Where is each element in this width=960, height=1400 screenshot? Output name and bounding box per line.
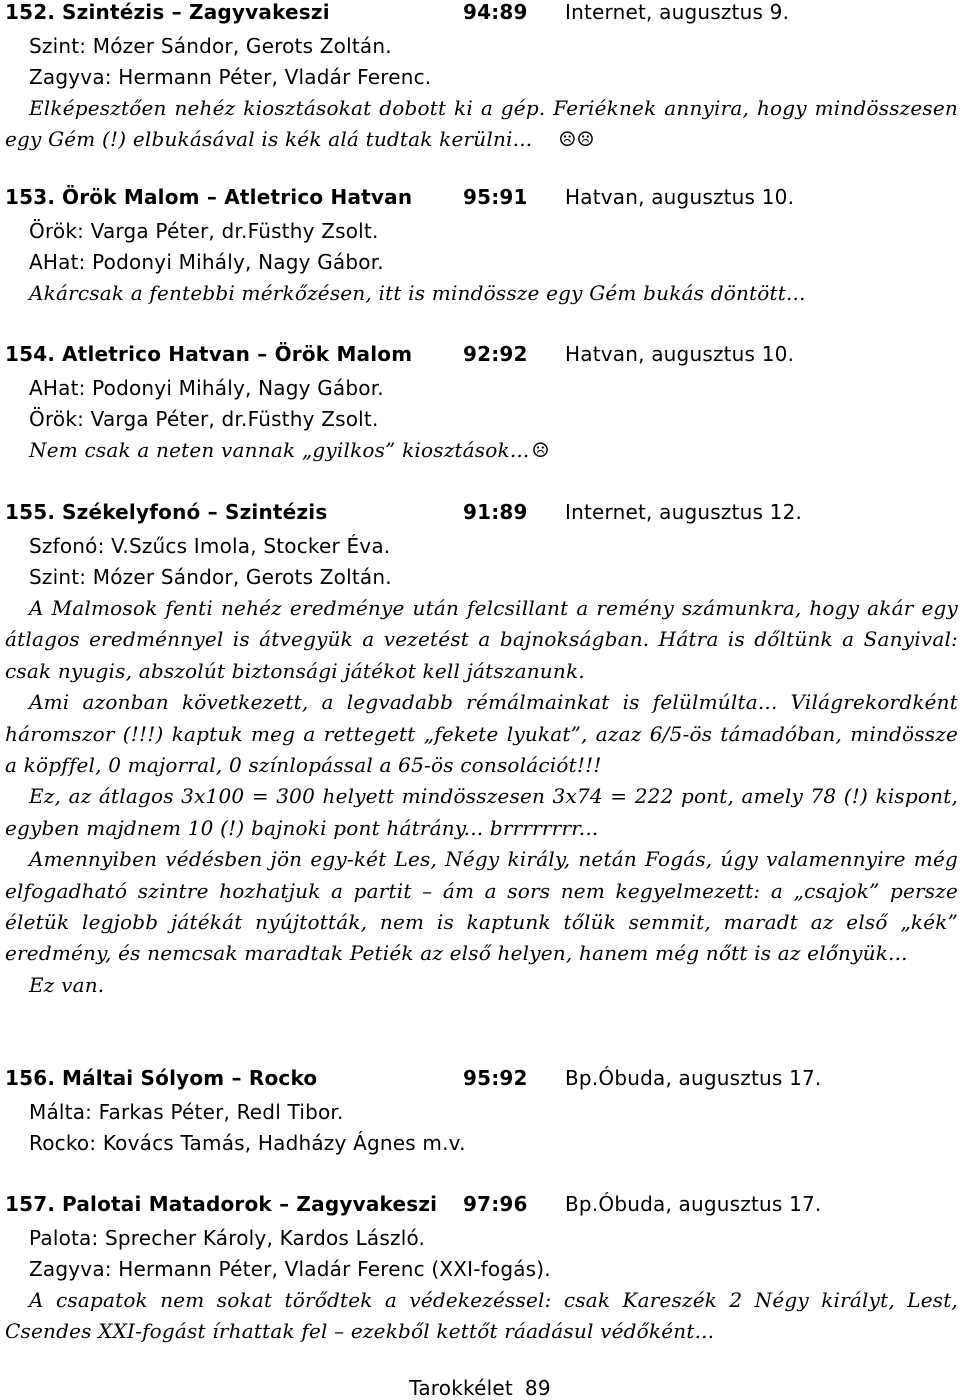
frown-icon: ☹	[531, 438, 550, 462]
match-number: 155.	[5, 500, 56, 524]
player-line: Palota: Sprecher Károly, Kardos László.	[29, 1226, 426, 1250]
match-156	[0, 1066, 960, 1159]
match-score: 94:89	[463, 0, 528, 24]
match-score: 92:92	[463, 342, 528, 366]
match-comment: Akárcsak a fentebbi mérkőzésen, itt is mindössze egy Gém bukás döntött...	[29, 281, 806, 305]
comment-paragraph: A csapatok nem sokat törődtek a védekezéssel: csak Kareszék 2 Négy királyt, Lest, Csendes XXI-fogást írhattak fel – ezekből kettőt ráadásul védőként...	[5, 1288, 958, 1344]
player-line: AHat: Podonyi Mihály, Nagy Gábor.	[29, 376, 384, 400]
match-place-date: Hatvan, augusztus 10.	[565, 342, 795, 366]
match-comment	[0, 1285, 960, 1348]
match-place-date: Bp.Óbuda, augusztus 17.	[565, 1192, 822, 1216]
player-line: Örök: Varga Péter, dr.Füsthy Zsolt.	[29, 219, 379, 243]
player-line: Örök: Varga Péter, dr.Füsthy Zsolt.	[29, 407, 379, 431]
match-153	[0, 185, 960, 309]
match-comment	[0, 93, 960, 156]
match-place-date: Bp.Óbuda, augusztus 17.	[565, 1066, 822, 1090]
match-number: 156.	[5, 1066, 56, 1090]
player-line: AHat: Podonyi Mihály, Nagy Gábor.	[29, 250, 384, 274]
match-score: 95:92	[463, 1066, 528, 1090]
match-header	[0, 500, 960, 531]
match-score: 95:91	[463, 185, 528, 209]
match-header	[0, 342, 960, 373]
match-number: 153.	[5, 185, 56, 209]
match-152	[0, 0, 960, 156]
match-teams: Máltai Sólyom – Rocko	[62, 1066, 318, 1090]
comment-text: Elképesztően nehéz kiosztásokat dobott ki a gép. Feriéknek annyira, hogy mindösszesen egy Gém (!) elbukásával is kék alá tudtak kerülni...	[5, 96, 958, 152]
match-number: 154.	[5, 342, 56, 366]
match-teams: Palotai Matadorok – Zagyvakeszi	[62, 1192, 438, 1216]
page-number: 89	[524, 1376, 551, 1400]
player-line: Szint: Mózer Sándor, Gerots Zoltán.	[29, 565, 392, 589]
comment-paragraph: Ez van.	[29, 972, 105, 997]
match-teams: Atletrico Hatvan – Örök Malom	[62, 342, 413, 366]
match-score: 97:96	[463, 1192, 528, 1216]
player-line: Szint: Mózer Sándor, Gerots Zoltán.	[29, 34, 392, 58]
match-header	[0, 1066, 960, 1097]
match-place-date: Internet, augusztus 12.	[565, 500, 803, 524]
match-155	[0, 500, 960, 1001]
match-place-date: Hatvan, augusztus 10.	[565, 185, 795, 209]
match-157	[0, 1192, 960, 1348]
comment-paragraph: Ez, az átlagos 3x100 = 300 helyett mindösszesen 3x74 = 222 pont, amely 78 (!) kispont, egyben majdnem 10 (!) bajnoki pont hátrány... brrrrrrrr...	[5, 784, 958, 840]
frown-icon: ☹☹	[558, 127, 595, 152]
match-teams: Örök Malom – Atletrico Hatvan	[62, 185, 413, 209]
player-line: Zagyva: Hermann Péter, Vladár Ferenc (XXI-fogás).	[29, 1257, 551, 1281]
match-place-date: Internet, augusztus 9.	[565, 0, 790, 24]
comment-paragraph: Amennyiben védésben jön egy-két Les, Négy király, netán Fogás, úgy valamennyire még elfogadható szintre hozhatjuk a partit – ám a sors nem kegyelmezett: a „csajok” persze életük legjobb játékát nyújtották, nem is kaptunk tőlük semmit, maradt az első „kék” eredmény, és nemcsak maradtak Petiék az első helyen, hanem még nőtt is az előnyük...	[5, 847, 958, 966]
match-header	[0, 0, 960, 31]
match-number: 157.	[5, 1192, 56, 1216]
match-comment	[0, 435, 960, 466]
footer-title: Tarokkélet	[409, 1376, 513, 1400]
player-line: Rocko: Kovács Tamás, Hadházy Ágnes m.v.	[29, 1131, 466, 1155]
match-header	[0, 1192, 960, 1223]
match-teams: Szintézis – Zagyvakeszi	[62, 0, 330, 24]
page-footer	[0, 1376, 960, 1400]
match-header	[0, 185, 960, 216]
match-teams: Székelyfonó – Szintézis	[62, 500, 328, 524]
player-line: Málta: Farkas Péter, Redl Tibor.	[29, 1100, 344, 1124]
match-154	[0, 342, 960, 466]
player-line: Zagyva: Hermann Péter, Vladár Ferenc.	[29, 65, 432, 89]
comment-paragraph: Ami azonban következett, a legvadabb rémálmainkat is felülmúlta... Világrekordként háromszor (!!!) kaptuk meg a rettegett „fekete lyukat”, azaz 6/5-ös támadóban, mindössze a köpffel, 0 majorral, 0 színlopással a 65-ös consolációt!!!	[5, 690, 958, 778]
match-comment	[0, 593, 960, 1001]
match-score: 91:89	[463, 500, 528, 524]
match-number: 152.	[5, 0, 56, 24]
player-line: Szfonó: V.Szűcs Imola, Stocker Éva.	[29, 534, 391, 558]
comment-text: Nem csak a neten vannak „gyilkos” kiosztások...	[29, 438, 530, 462]
comment-paragraph: A Malmosok fenti nehéz eredménye után felcsillant a remény számunkra, hogy akár egy átlagos eredménnyel is átvegyük a vezetést a bajnokságban. Hátra is dőltünk a Sanyival: csak nyugis, abszolút biztonsági játékot kell játszanunk.	[5, 596, 958, 683]
